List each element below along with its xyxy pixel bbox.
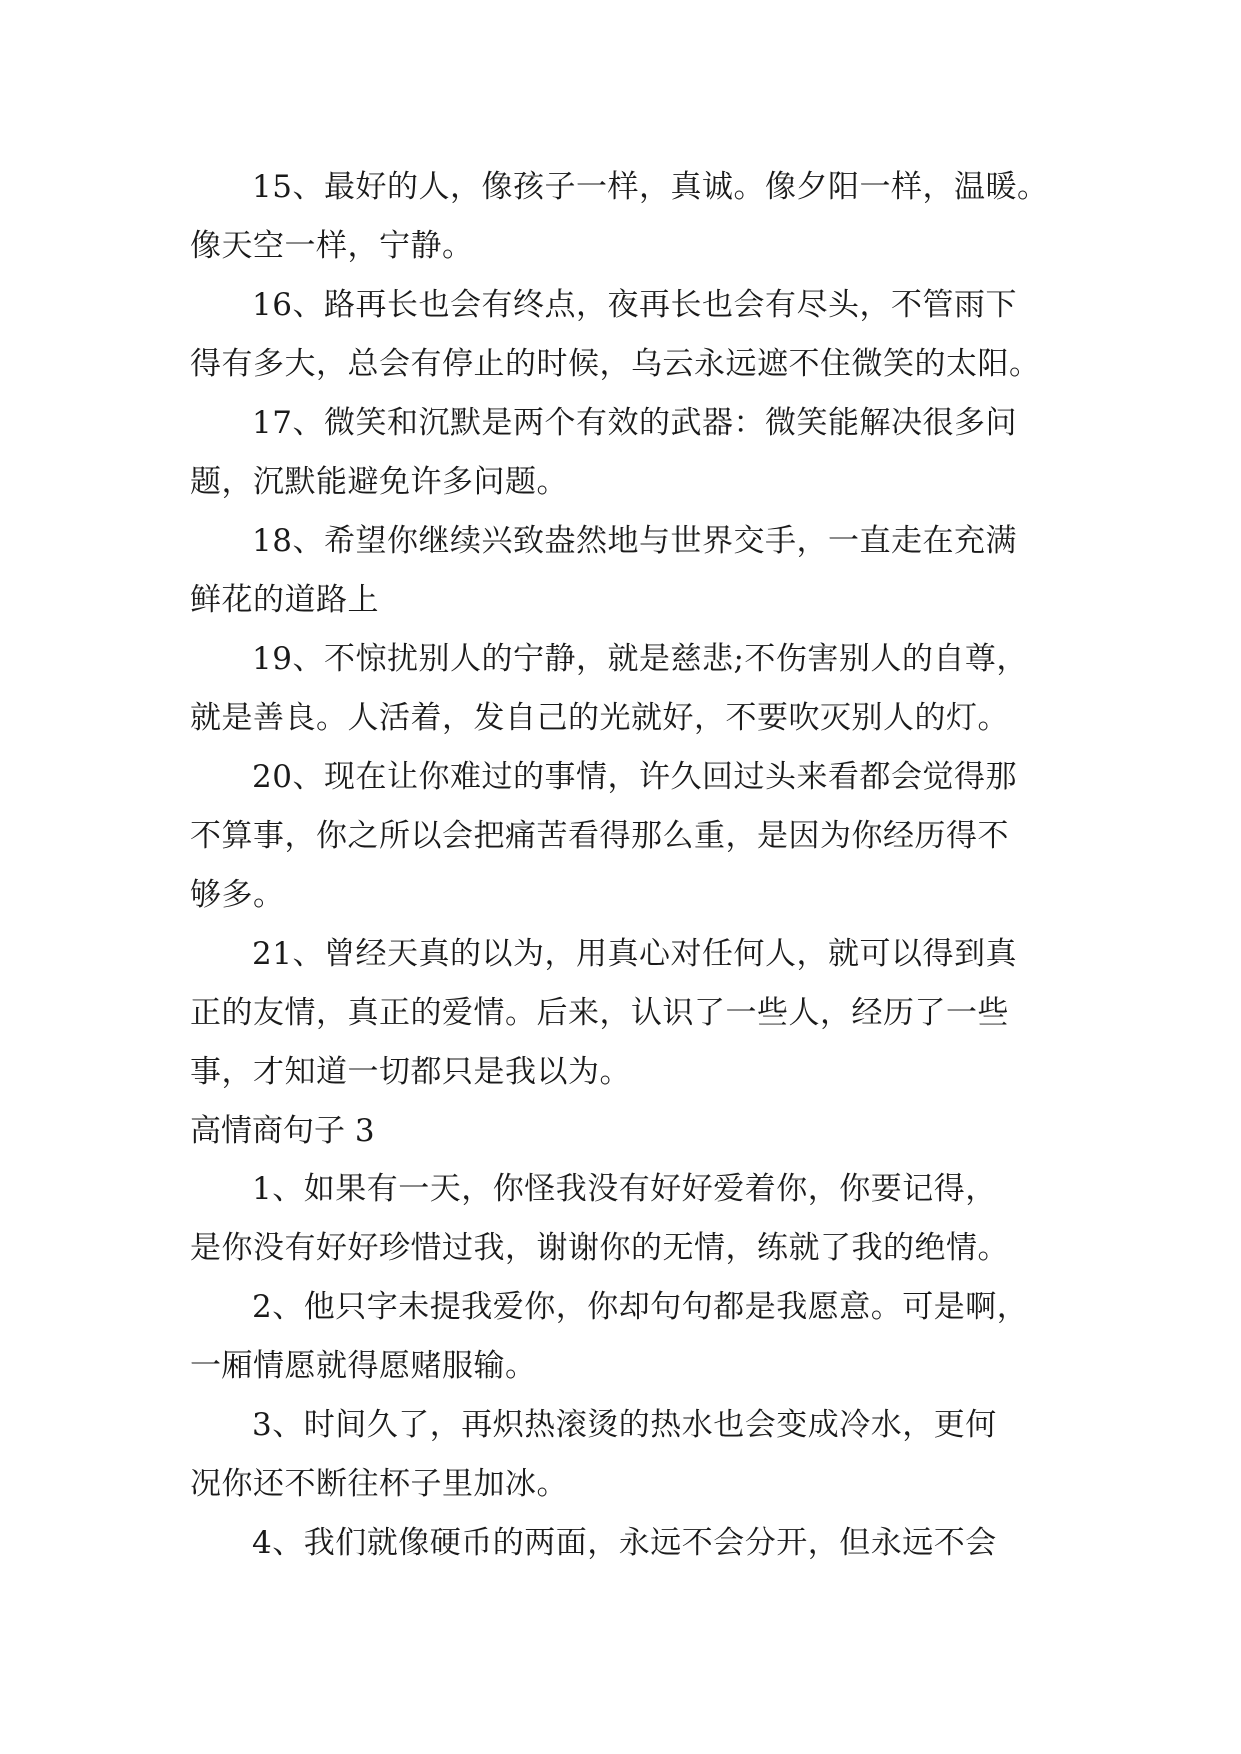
section-heading: 高情商句子 3 <box>190 1113 375 1149</box>
paragraph-line: 19、不惊扰别人的宁静，就是慈悲;不伤害别人的自尊， <box>252 641 1028 677</box>
paragraph-line: 21、曾经天真的以为，用真心对任何人，就可以得到真 <box>252 936 1017 972</box>
paragraph-20 <box>190 748 1060 925</box>
paragraph-line: 题，沉默能避免许多问题。 <box>190 464 568 500</box>
paragraph-line: 1、如果有一天，你怪我没有好好爱着你，你要记得， <box>252 1171 997 1207</box>
paragraph-17 <box>190 394 1060 512</box>
paragraph-21 <box>190 925 1060 1102</box>
section-paragraph-3 <box>190 1396 1060 1514</box>
document-body <box>190 158 1060 1573</box>
paragraph-line: 正的友情，真正的爱情。后来，认识了一些人，经历了一些 <box>190 995 1009 1031</box>
section-paragraph-4 <box>190 1514 1060 1573</box>
paragraph-line: 15、最好的人，像孩子一样，真诚。像夕阳一样，温暖。 <box>252 169 1049 205</box>
paragraph-line: 20、现在让你难过的事情，许久回过头来看都会觉得那 <box>252 759 1017 795</box>
paragraph-16 <box>190 276 1060 394</box>
paragraph-line: 3、时间久了，再炽热滚烫的热水也会变成冷水，更何 <box>252 1407 997 1443</box>
paragraph-line: 鲜花的道路上 <box>190 582 379 618</box>
paragraph-line: 得有多大，总会有停止的时候，乌云永远遮不住微笑的太阳。 <box>190 346 1041 382</box>
paragraph-line: 不算事，你之所以会把痛苦看得那么重，是因为你经历得不 <box>190 818 1009 854</box>
paragraph-line: 16、路再长也会有终点，夜再长也会有尽头，不管雨下 <box>252 287 1017 323</box>
paragraph-line: 是你没有好好珍惜过我，谢谢你的无情，练就了我的绝情。 <box>190 1230 1009 1266</box>
paragraph-line: 况你还不断往杯子里加冰。 <box>190 1466 568 1502</box>
section-paragraph-2 <box>190 1278 1060 1396</box>
paragraph-line: 事，才知道一切都只是我以为。 <box>190 1054 631 1090</box>
paragraph-line: 够多。 <box>190 877 285 913</box>
paragraph-line: 18、希望你继续兴致盎然地与世界交手，一直走在充满 <box>252 523 1017 559</box>
paragraph-line: 17、微笑和沉默是两个有效的武器：微笑能解决很多问 <box>252 405 1017 441</box>
paragraph-line: 4、我们就像硬币的两面，永远不会分开，但永远不会 <box>252 1525 997 1561</box>
section-paragraph-1 <box>190 1160 1060 1278</box>
paragraph-line: 2、他只字未提我爱你，你却句句都是我愿意。可是啊， <box>252 1289 1029 1325</box>
paragraph-15 <box>190 158 1060 276</box>
paragraph-18 <box>190 512 1060 630</box>
paragraph-19 <box>190 630 1060 748</box>
paragraph-line: 像天空一样，宁静。 <box>190 228 474 264</box>
paragraph-line: 一厢情愿就得愿赌服输。 <box>190 1348 537 1384</box>
paragraph-line: 就是善良。人活着，发自己的光就好，不要吹灭别人的灯。 <box>190 700 1009 736</box>
